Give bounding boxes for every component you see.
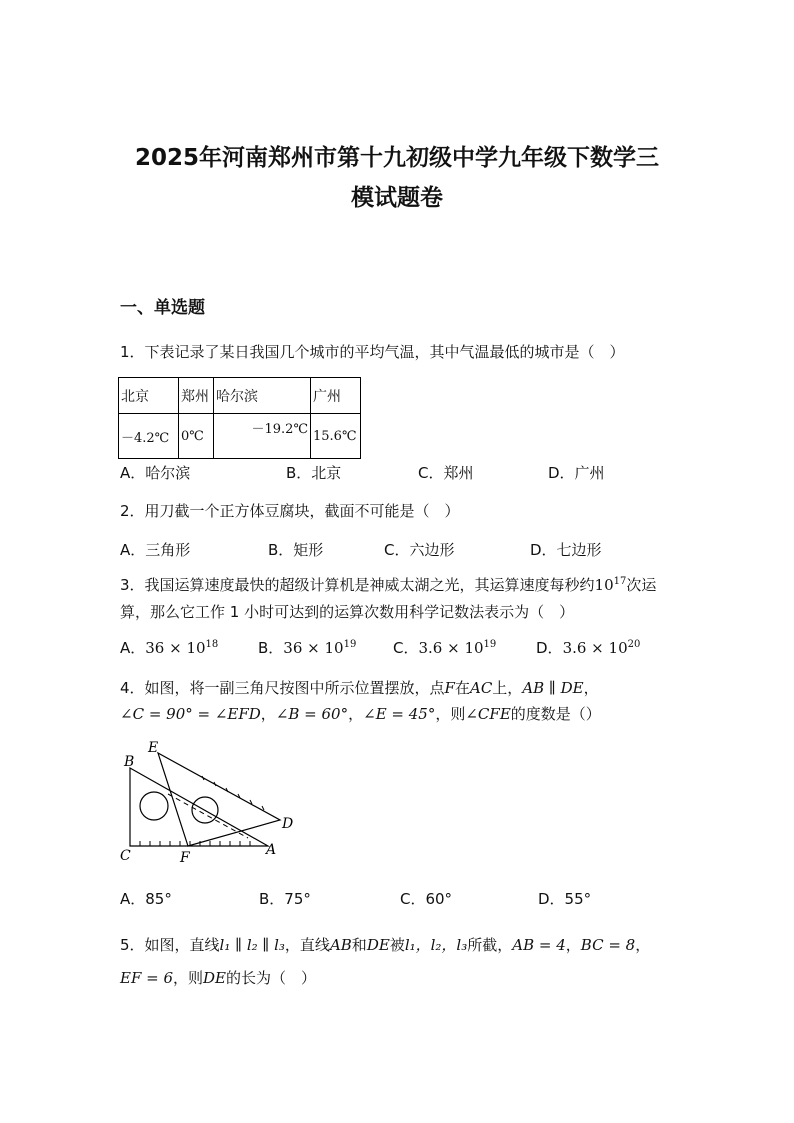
table-header-cell: 广州 [311, 378, 361, 414]
q1-option-a[interactable]: A．哈尔滨 [120, 464, 191, 482]
q1-option-d[interactable]: D．广州 [548, 464, 605, 482]
option-exp: 18 [205, 639, 219, 650]
q4-text: 在 [454, 679, 470, 697]
q5-expr: AB = 4 [512, 936, 566, 954]
q1-option-c[interactable]: C．郑州 [418, 464, 474, 482]
q3-option-a[interactable] [120, 637, 218, 658]
q1-option-b[interactable]: B．北京 [286, 464, 342, 482]
q4-text: ， [348, 705, 364, 723]
q4-text: 4．如图，将一副三角尺按图中所示位置摆放，点 [120, 679, 445, 697]
option-label: D． [536, 639, 563, 657]
q4-line1 [120, 677, 599, 698]
q4-point: F [444, 679, 455, 697]
q3-option-c[interactable] [393, 637, 496, 658]
q2-option-b[interactable]: B．矩形 [268, 541, 324, 559]
q5-line2 [120, 967, 316, 988]
q5-text: ， [635, 936, 651, 954]
q5-text: ， [565, 936, 581, 954]
q4-line2 [120, 703, 601, 724]
q4-text: ，则 [435, 705, 466, 723]
temperature-table [118, 377, 361, 459]
triangle-ruler-figure [118, 738, 308, 868]
q5-text: 的长为（ ） [226, 969, 317, 987]
q4-parallel: AB ∥ DE [522, 679, 584, 697]
q5-text: 所截， [467, 936, 513, 954]
page-title-line2: 模试题卷 [351, 185, 443, 211]
q3-line1 [120, 574, 656, 595]
set-square-hole [140, 792, 168, 820]
q5-expr: l₁，l₂，l₃ [404, 936, 468, 954]
table-value-cell: 0℃ [179, 414, 214, 459]
table-value-cell: 15.6℃ [311, 414, 361, 459]
q4-expr: ∠E = 45° [363, 705, 436, 723]
option-coef: 3.6 × 10 [418, 639, 484, 657]
option-exp: 20 [627, 639, 641, 650]
q4-segment: AC [469, 679, 493, 697]
q4-expr: ∠CFE [465, 705, 511, 723]
label-a: A [266, 842, 277, 858]
hidden-edge-dashed [168, 794, 248, 838]
q4-option-d[interactable]: D．55° [538, 890, 592, 908]
q5-expr: l₁ ∥ l₂ ∥ l₃ [219, 936, 285, 954]
page-title: 2025年河南郑州市第十九初级中学九年级下数学三 [134, 145, 659, 171]
option-exp: 19 [483, 639, 497, 650]
label-c: C [120, 848, 131, 864]
q5-expr: AB [329, 936, 352, 954]
table-value-cell: －4.2℃ [119, 414, 179, 459]
q4-option-a[interactable]: A．85° [120, 890, 172, 908]
q5-expr: BC = 8 [580, 936, 636, 954]
table-header-cell: 郑州 [179, 378, 214, 414]
table-header-cell: 哈尔滨 [214, 378, 311, 414]
option-coef: 36 × 10 [283, 639, 344, 657]
table-header-cell: 北京 [119, 378, 179, 414]
option-exp: 19 [343, 639, 357, 650]
option-label: A． [120, 639, 146, 657]
q4-text: ， [260, 705, 276, 723]
q1-stem: 1．下表记录了某日我国几个城市的平均气温，其中气温最低的城市是（ ） [120, 343, 625, 361]
option-label: B． [258, 639, 284, 657]
q5-expr: DE [203, 969, 227, 987]
q3-line2: 算，那么它工作 1 小时可达到的运算次数用科学记数法表示为（ ） [120, 603, 575, 621]
q2-option-a[interactable]: A．三角形 [120, 541, 191, 559]
set-square-45 [158, 753, 280, 846]
q4-text: 的度数是（） [510, 705, 601, 723]
q3-power-base: 10 [594, 576, 614, 594]
q5-text: 被 [389, 936, 405, 954]
label-d: D [282, 816, 294, 832]
q3-text-a: 3．我国运算速度最快的超级计算机是神威太湖之光，其运算速度每秒约 [120, 576, 595, 594]
q5-text: ，直线 [284, 936, 330, 954]
q4-text: 上， [492, 679, 523, 697]
ruler-ticks-45 [202, 776, 264, 810]
q2-option-d[interactable]: D．七边形 [530, 541, 602, 559]
q4-text: ， [583, 679, 599, 697]
q3-option-d[interactable] [536, 637, 640, 658]
q2-option-c[interactable]: C．六边形 [384, 541, 455, 559]
q2-stem: 2．用刀截一个正方体豆腐块，截面不可能是（ ） [120, 502, 460, 520]
q5-text: 5．如图，直线 [120, 936, 220, 954]
q4-option-c[interactable]: C．60° [400, 890, 453, 908]
option-label: C． [393, 639, 419, 657]
q4-expr: ∠B = 60° [275, 705, 349, 723]
section-heading: 一、单选题 [120, 298, 205, 318]
q5-expr: EF = 6 [120, 969, 174, 987]
q3-option-b[interactable] [258, 637, 356, 658]
q5-text: ，则 [173, 969, 204, 987]
q4-expr: ∠C = 90° = ∠EFD [120, 705, 261, 723]
q4-option-b[interactable]: B．75° [259, 890, 311, 908]
set-square-30-60 [130, 768, 268, 846]
label-b: B [124, 754, 135, 770]
label-e: E [148, 740, 159, 756]
q5-expr: DE [366, 936, 390, 954]
option-coef: 3.6 × 10 [562, 639, 628, 657]
q5-text: 和 [351, 936, 367, 954]
option-coef: 36 × 10 [145, 639, 206, 657]
label-f: F [180, 850, 190, 866]
q3-text-b: 次运 [626, 576, 657, 594]
q5-line1 [120, 934, 650, 955]
q3-power-exp: 17 [613, 576, 627, 587]
table-value-cell: －19.2℃ [214, 414, 311, 459]
